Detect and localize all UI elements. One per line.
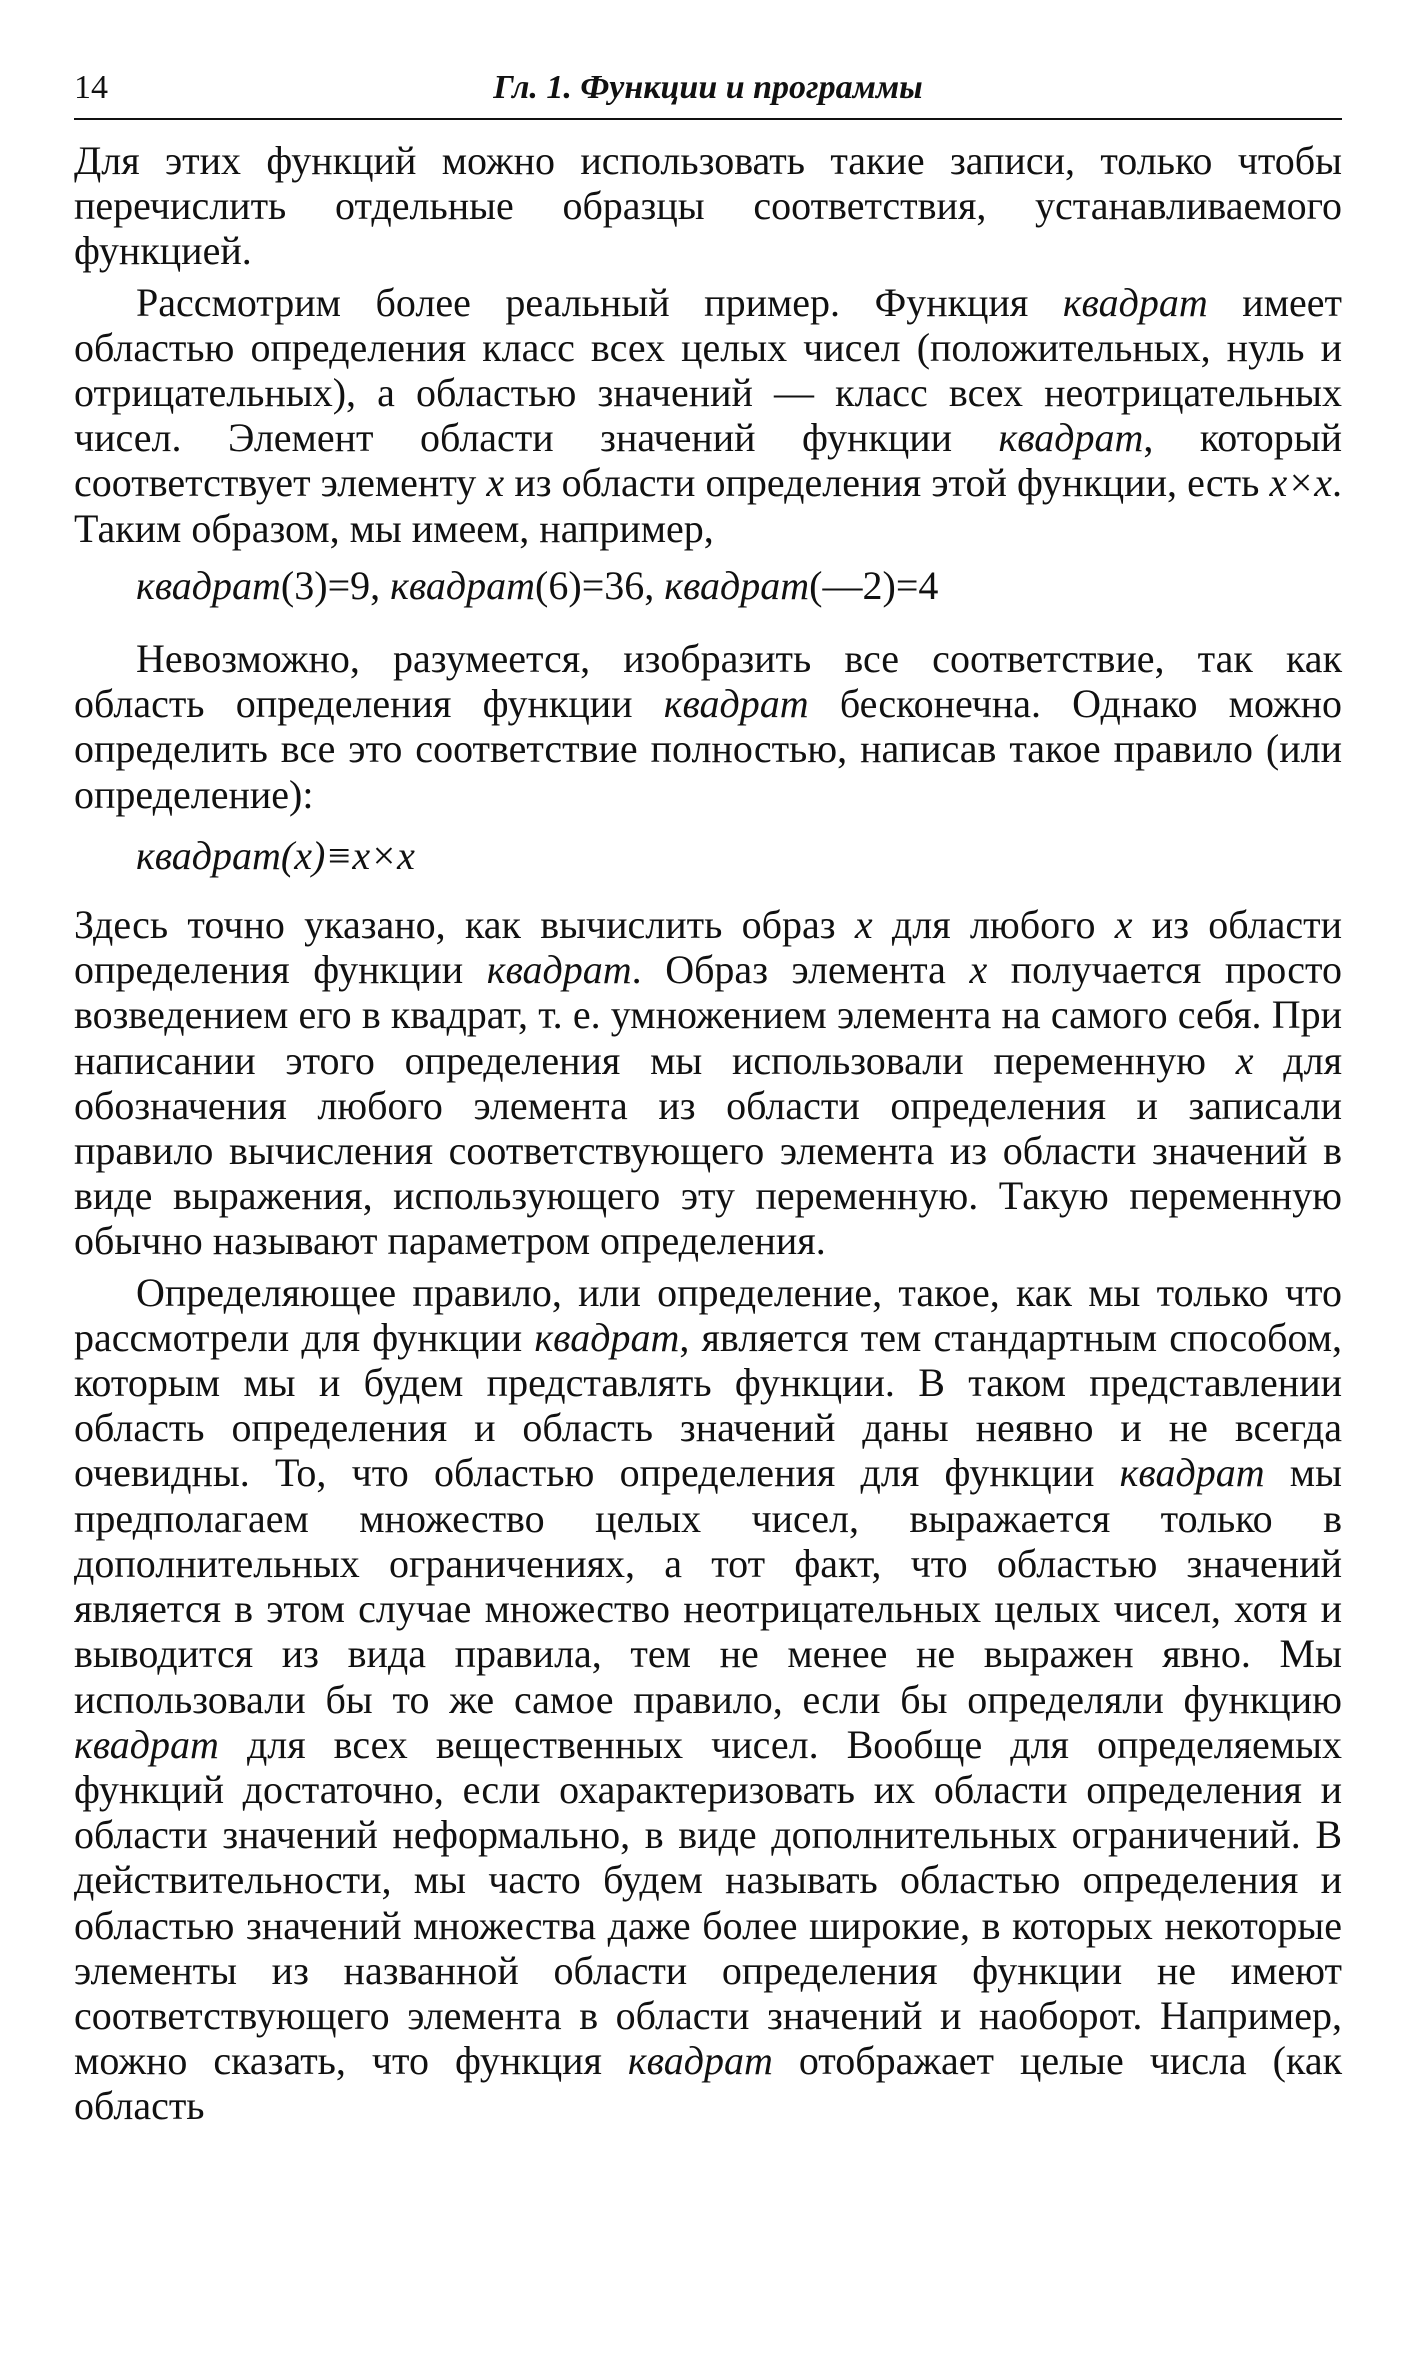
text-run: Здесь точно указано, как вычислить образ [74, 902, 855, 948]
function-name: квадрат [534, 1314, 680, 1360]
function-name: квадрат [486, 947, 632, 993]
paragraph-1 [74, 138, 1342, 274]
text-run: из области определения функции [74, 902, 1343, 993]
function-name: квадрат [663, 681, 809, 727]
text-run: для всех вещественных чисел. Вообще для определяемых функций достаточно, если охарактеризовать их области определения и области значений неформально, в виде дополнительных ограничений. В действительности, мы часто будем называть областью определения и областью значений множества даже более широкие, в которых некоторые элементы из названной области определения функции не имеют соответствующего элемента в области значений и наоборот. Например, можно сказать, что функция [74, 1721, 1342, 2084]
paragraph-4 [74, 902, 1342, 1264]
function-name: квадрат [1062, 279, 1208, 325]
function-name: квадрат [136, 832, 281, 878]
function-name: квадрат [136, 562, 281, 608]
paragraph-2 [74, 280, 1342, 551]
paragraph-5 [74, 1270, 1342, 2129]
text-run: для любого [872, 902, 1115, 948]
text-run: . Таким образом, мы имеем, например, [74, 460, 1342, 551]
variable: x [1114, 902, 1133, 948]
text-run: Определяющее правило, или определение, такое, как мы только что рассмотрели для функции [74, 1269, 1342, 1360]
running-head [74, 60, 1342, 116]
function-name: квадрат [390, 562, 536, 608]
text-run: , который соответствует элементу [74, 415, 1342, 506]
variable: x [854, 902, 873, 948]
formula-definition [136, 833, 1342, 878]
formula-examples [136, 563, 1342, 608]
variable: x [486, 460, 505, 506]
text-run: бесконечна. Однако можно определить все это соответствие полностью, написав такое правило (или определение): [74, 681, 1342, 817]
text-run: имеет областью определения класс всех целых чисел (положительных, нуль и отрицательных), а областью значений — класс всех неотрицательных чисел. Элемент области значений функции [74, 279, 1342, 461]
function-name: квадрат [664, 562, 810, 608]
expression: x×x [1269, 460, 1332, 506]
header-rule [74, 118, 1342, 120]
function-name: квадрат [998, 415, 1144, 461]
function-name: квадрат [627, 2038, 773, 2084]
formula-part: (3)=9, [280, 562, 391, 608]
text-run: для обозначения любого элемента из области определения и записали правило вычисления соответствующего элемента из области значений в виде выражения, использующего эту переменную. Такую переменную обычно называют параметром определения. [74, 1037, 1342, 1264]
paragraph-1-text: Для этих функций можно использовать такие записи, только чтобы перечислить отдельные образцы соответствия, устанавливаемого функцией. [74, 138, 1342, 274]
variable: x [969, 947, 988, 993]
variable: x [1235, 1037, 1254, 1083]
formula-body: ≡x×x [325, 832, 415, 878]
formula-part: (—2)=4 [809, 562, 939, 608]
text-run: отображает целые числа (как область [74, 2038, 1343, 2129]
text-run: мы предполагаем множество целых чисел, выражается только в дополнительных ограничениях, а тот факт, что областью значений является в этом случае множество неотрицательных целых чисел, хотя и выводится из вида правила, тем не менее не выражен явно. Мы использовали бы то же самое правило, если бы определяли функцию [74, 1450, 1342, 1722]
running-title: Гл. 1. Функции и программы [493, 69, 923, 106]
book-page [74, 60, 1342, 2129]
function-name: квадрат [1119, 1450, 1265, 1496]
text-run: получается просто возведением его в квадрат, т. е. умножением элемента на самого себя. При написании этого определения мы использовали переменную [74, 947, 1342, 1083]
formula-argument: (x) [280, 832, 326, 878]
text-run: Рассмотрим более реальный пример. Функция [136, 279, 1063, 325]
function-name: квадрат [74, 1721, 219, 1767]
text-run: из области определения этой функции, есть [504, 460, 1270, 506]
page-number: 14 [74, 69, 108, 106]
text-run: . Образ элемента [631, 947, 970, 993]
text-run: Невозможно, разумеется, изобразить все соответствие, так как область определения функции [74, 636, 1342, 727]
formula-part: (6)=36, [535, 562, 665, 608]
text-run: , является тем стандартным способом, которым мы и будем представлять функции. В таком представлении область определения и область значений даны неявно и не всегда очевидны. То, что областью определения для функции [74, 1314, 1343, 1496]
paragraph-3 [74, 636, 1342, 817]
